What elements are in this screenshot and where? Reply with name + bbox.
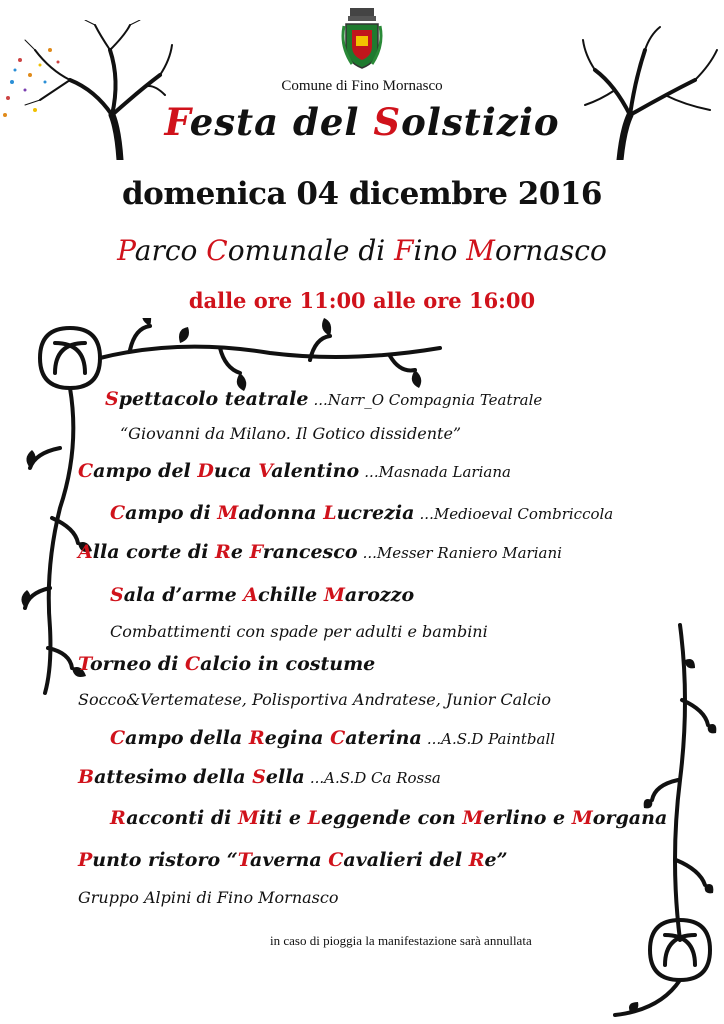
event-line-8: Torneo di Calcio in costume xyxy=(78,653,376,675)
event-line-3: Campo del Duca Valentino ...Masnada Lariana xyxy=(78,460,511,482)
event-line-13: Punto ristoro “Taverna Cavalieri del Re” xyxy=(78,849,508,871)
event-line-11: Battesimo della Sella ...A.S.D Ca Rossa xyxy=(78,766,441,788)
event-line-5: Alla corte di Re Francesco ...Messer Raniero Mariani xyxy=(78,541,562,563)
event-line-10: Campo della Regina Caterina ...A.S.D Paintball xyxy=(110,727,556,749)
event-line-4: Campo di Madonna Lucrezia ...Medioeval Combriccola xyxy=(110,502,614,524)
event-place: Parco Comunale di Fino Mornasco xyxy=(117,234,607,267)
event-date: domenica 04 dicembre 2016 xyxy=(121,176,603,212)
event-line-1: Spettacolo teatrale ...Narr_O Compagnia Teatrale xyxy=(105,388,543,410)
event-line-14: Gruppo Alpini di Fino Mornasco xyxy=(78,888,339,907)
event-title: Festa del Solstizio xyxy=(164,100,560,144)
event-line-2: “Giovanni da Milano. Il Gotico dissidente” xyxy=(120,424,462,443)
event-hours: dalle ore 11:00 alle ore 16:00 xyxy=(188,288,536,313)
coat-of-arms-icon xyxy=(338,6,386,70)
event-line-9: Socco&Vertematese, Polisportiva Andratese, Junior Calcio xyxy=(78,690,552,709)
event-line-7: Combattimenti con spade per adulti e bambini xyxy=(110,622,488,641)
event-line-6: Sala d’arme Achille Marozzo xyxy=(110,584,415,606)
rain-note: in caso di pioggia la manifestazione sarà annullata xyxy=(270,933,532,948)
comune-label: Comune di Fino Mornasco xyxy=(281,78,443,94)
event-line-12: Racconti di Miti e Leggende con Merlino e Morgana xyxy=(110,807,668,829)
